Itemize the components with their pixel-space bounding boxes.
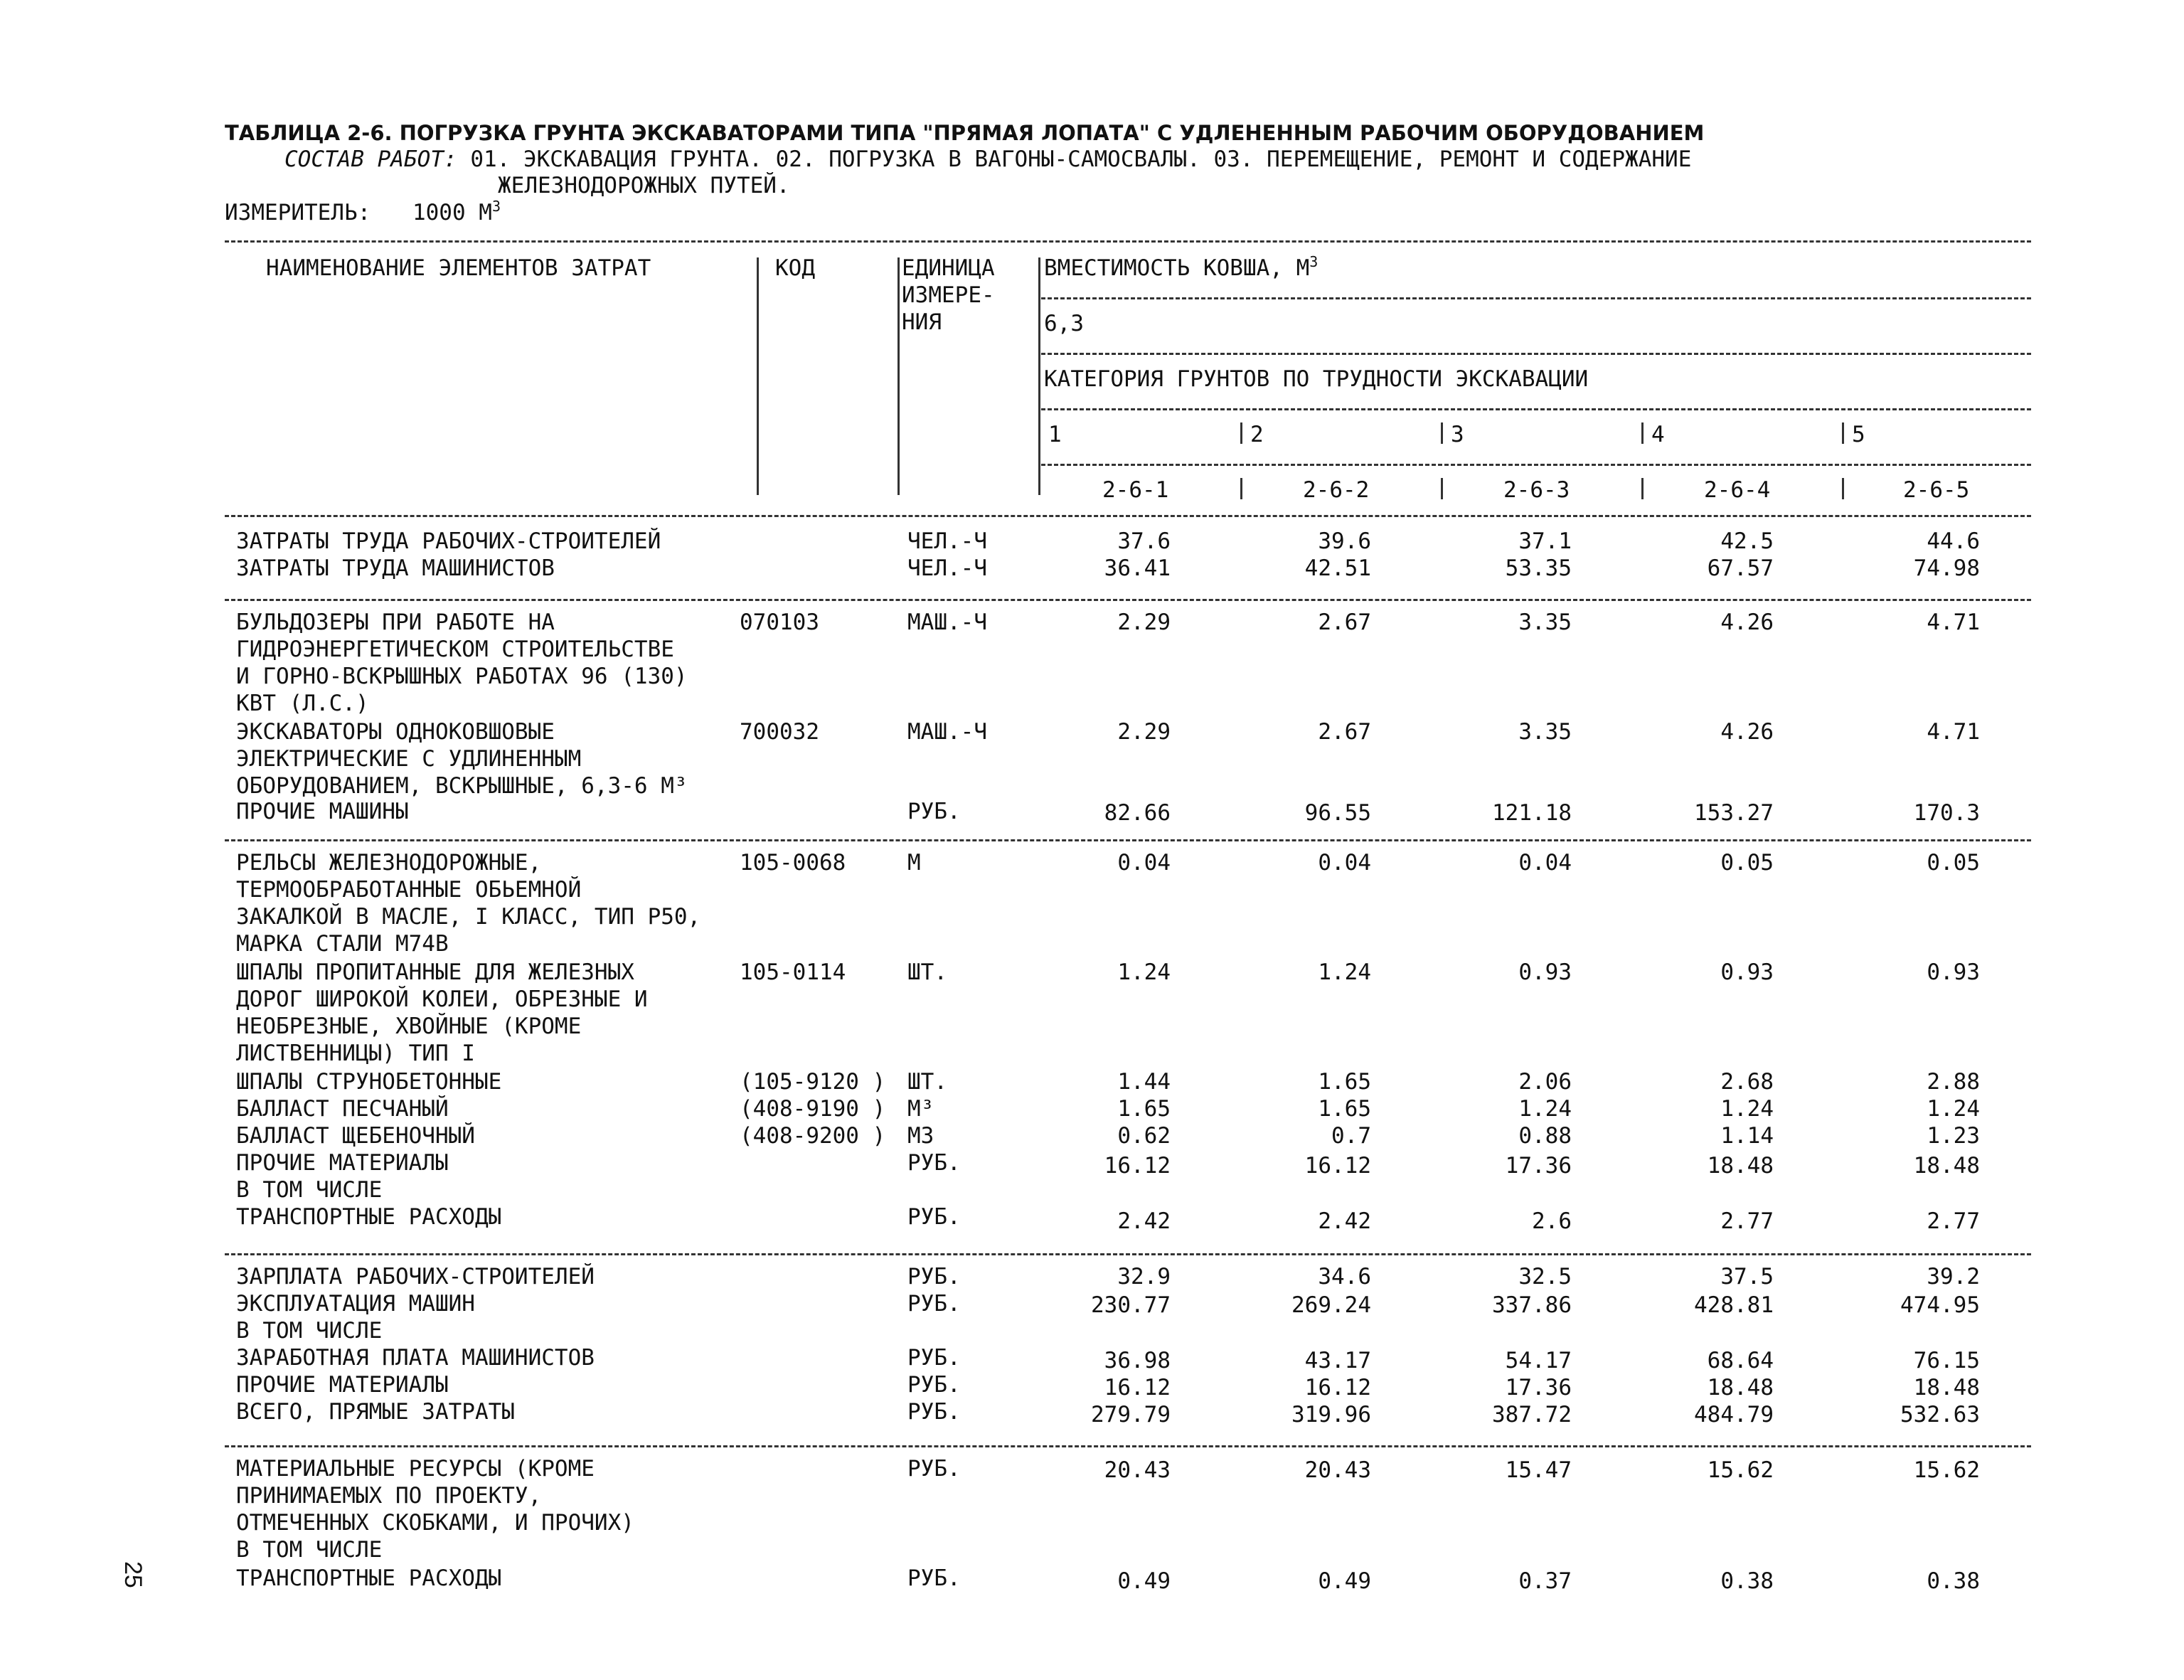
row-value-col-1: 16.12 xyxy=(1104,1375,1171,1400)
row-value-col-5: 0.38 xyxy=(1927,1568,1980,1594)
header-capacity-superscript: 3 xyxy=(1309,253,1319,270)
row-value-col-2: 16.12 xyxy=(1304,1153,1371,1179)
header-code-2-6-4: 2-6-4 xyxy=(1704,477,1771,503)
row-unit: ШТ. xyxy=(907,1069,947,1095)
row-value-col-1: 82.66 xyxy=(1104,800,1171,826)
row-value-col-1: 16.12 xyxy=(1104,1153,1171,1179)
header-rule-1 xyxy=(1041,297,2031,299)
row-value-col-3: 0.04 xyxy=(1518,850,1572,876)
header-category-4: 4 xyxy=(1651,422,1665,447)
row-value-col-5: 15.62 xyxy=(1913,1457,1980,1483)
row-value-col-3: 15.47 xyxy=(1505,1457,1572,1483)
row-value-col-2: 39.6 xyxy=(1318,528,1371,554)
row-code: (408-9200 ) xyxy=(740,1123,886,1149)
row-value-col-3: 2.6 xyxy=(1532,1208,1572,1234)
row-value-col-1: 37.6 xyxy=(1117,528,1171,554)
row-name: МАТЕРИАЛЬНЫЕ РЕСУРСЫ (КРОМЕ ПРИНИМАЕМЫХ ПО ПРОЕКТУ, ОТМЕЧЕННЫХ СКОБКАМИ, И ПРОЧИХ) В ТОМ ЧИСЛЕ xyxy=(236,1456,634,1563)
group-rule-4 xyxy=(225,1445,2031,1447)
row-code: 070103 xyxy=(740,610,819,635)
row-code: (408-9190 ) xyxy=(740,1096,886,1122)
row-value-col-2: 1.65 xyxy=(1318,1069,1371,1095)
row-name: ЗАРАБОТНАЯ ПЛАТА МАШИНИСТОВ xyxy=(236,1345,595,1371)
row-name: ЗАТРАТЫ ТРУДА МАШИНИСТОВ xyxy=(236,555,555,581)
header-rule-3 xyxy=(1041,408,2031,410)
row-value-col-3: 53.35 xyxy=(1505,555,1572,581)
row-name: ТРАНСПОРТНЫЕ РАСХОДЫ xyxy=(236,1204,502,1230)
header-rule-4 xyxy=(1041,464,2031,466)
header-category-5: 5 xyxy=(1852,422,1865,447)
table-title: ТАБЛИЦА 2-6. ПОГРУЗКА ГРУНТА ЭКСКАВАТОРАМИ ТИПА "ПРЯМАЯ ЛОПАТА" С УДЛЕНЕННЫМ РАБОЧИМ ОБОРУДОВАНИЕМ xyxy=(225,121,1705,145)
header-category-2: 2 xyxy=(1250,422,1264,447)
row-value-col-4: 2.77 xyxy=(1720,1208,1774,1234)
row-value-col-3: 387.72 xyxy=(1492,1402,1572,1428)
row-value-col-5: 18.48 xyxy=(1913,1153,1980,1179)
row-value-col-3: 0.93 xyxy=(1518,959,1572,985)
row-value-col-3: 3.35 xyxy=(1518,610,1572,635)
separator-code xyxy=(757,257,759,495)
row-value-col-5: 2.88 xyxy=(1927,1069,1980,1095)
row-unit: РУБ. xyxy=(907,799,961,824)
separator-cat-3 xyxy=(1441,422,1443,444)
row-name: ШПАЛЫ ПРОПИТАННЫЕ ДЛЯ ЖЕЛЕЗНЫХ ДОРОГ ШИРОКОЙ КОЛЕИ, ОБРЕЗНЫЕ И НЕОБРЕЗНЫЕ, ХВОЙНЫЕ (КРОМЕ ЛИСТВЕННИЦЫ) ТИП I xyxy=(236,959,648,1066)
row-name: БАЛЛАСТ ПЕСЧАНЫЙ xyxy=(236,1096,449,1122)
measure-value: 1000 М xyxy=(412,200,492,225)
row-value-col-2: 0.49 xyxy=(1318,1568,1371,1594)
row-value-col-2: 34.6 xyxy=(1318,1264,1371,1290)
row-value-col-4: 0.38 xyxy=(1720,1568,1774,1594)
row-name: БУЛЬДОЗЕРЫ ПРИ РАБОТЕ НА ГИДРОЭНЕРГЕТИЧЕСКОМ СТРОИТЕЛЬСТВЕ И ГОРНО-ВСКРЫШНЫХ РАБОТАХ 96 (130) КВТ (Л.С.) xyxy=(236,610,688,716)
row-value-col-4: 4.26 xyxy=(1720,610,1774,635)
header-name: НАИМЕНОВАНИЕ ЭЛЕМЕНТОВ ЗАТРАТ xyxy=(266,255,651,281)
separator-code-2 xyxy=(1240,478,1242,499)
row-value-col-3: 32.5 xyxy=(1518,1264,1572,1290)
row-unit: РУБ. xyxy=(907,1345,961,1371)
header-unit-3: НИЯ xyxy=(902,309,942,335)
row-value-col-3: 2.06 xyxy=(1518,1069,1572,1095)
header-top-rule xyxy=(225,240,2031,243)
separator-code-3 xyxy=(1441,478,1443,499)
row-value-col-2: 269.24 xyxy=(1291,1292,1371,1318)
header-capacity-value: 6,3 xyxy=(1044,311,1084,336)
row-name: БАЛЛАСТ ЩЕБЕНОЧНЫЙ xyxy=(236,1123,475,1149)
measure-line xyxy=(225,199,501,226)
row-unit: МАШ.-Ч xyxy=(907,719,987,745)
row-value-col-5: 44.6 xyxy=(1927,528,1980,554)
group-rule-2 xyxy=(225,839,2031,841)
row-unit: М3 xyxy=(907,1123,934,1149)
row-value-col-1: 0.62 xyxy=(1117,1123,1171,1149)
row-unit: РУБ. xyxy=(907,1565,961,1591)
row-value-col-4: 0.05 xyxy=(1720,850,1774,876)
row-value-col-5: 532.63 xyxy=(1900,1402,1980,1428)
row-value-col-2: 20.43 xyxy=(1304,1457,1371,1483)
row-value-col-2: 0.04 xyxy=(1318,850,1371,876)
row-value-col-5: 4.71 xyxy=(1927,719,1980,745)
row-value-col-2: 1.24 xyxy=(1318,959,1371,985)
row-value-col-1: 20.43 xyxy=(1104,1457,1171,1483)
row-unit: РУБ. xyxy=(907,1456,961,1482)
row-value-col-1: 2.42 xyxy=(1117,1208,1171,1234)
works-line xyxy=(284,146,1691,173)
group-rule-1 xyxy=(225,599,2031,601)
row-value-col-3: 0.88 xyxy=(1518,1123,1572,1149)
separator-capacity xyxy=(1038,257,1040,495)
row-value-col-1: 230.77 xyxy=(1091,1292,1171,1318)
works-line-2: ЖЕЛЕЗНОДОРОЖНЫХ ПУТЕЙ. xyxy=(498,173,790,198)
row-value-col-5: 39.2 xyxy=(1927,1264,1980,1290)
row-value-col-2: 42.51 xyxy=(1304,555,1371,581)
row-value-col-1: 1.44 xyxy=(1117,1069,1171,1095)
row-value-col-3: 17.36 xyxy=(1505,1375,1572,1400)
row-value-col-4: 4.26 xyxy=(1720,719,1774,745)
separator-code-5 xyxy=(1842,478,1844,499)
row-value-col-4: 1.14 xyxy=(1720,1123,1774,1149)
header-unit-2: ИЗМЕРЕ- xyxy=(902,282,995,308)
row-unit: РУБ. xyxy=(907,1399,961,1425)
row-value-col-5: 0.05 xyxy=(1927,850,1980,876)
row-code: 105-0114 xyxy=(740,959,846,985)
row-name: ЗАРПЛАТА РАБОЧИХ-СТРОИТЕЛЕЙ xyxy=(236,1264,595,1290)
row-value-col-4: 67.57 xyxy=(1707,555,1774,581)
row-value-col-2: 2.67 xyxy=(1318,719,1371,745)
row-name: ЭКСПЛУАТАЦИЯ МАШИН В ТОМ ЧИСЛЕ xyxy=(236,1291,475,1344)
row-unit: ЧЕЛ.-Ч xyxy=(907,528,987,554)
row-value-col-5: 4.71 xyxy=(1927,610,1980,635)
page-number: 25 xyxy=(119,1561,147,1588)
header-code-2-6-3: 2-6-3 xyxy=(1503,477,1570,503)
row-unit: М³ xyxy=(907,1096,934,1122)
row-unit: МАШ.-Ч xyxy=(907,610,987,635)
row-value-col-4: 0.93 xyxy=(1720,959,1774,985)
row-unit: РУБ. xyxy=(907,1204,961,1230)
row-unit: ШТ. xyxy=(907,959,947,985)
row-value-col-4: 18.48 xyxy=(1707,1153,1774,1179)
header-category-1: 1 xyxy=(1048,422,1062,447)
row-value-col-3: 0.37 xyxy=(1518,1568,1572,1594)
separator-cat-2 xyxy=(1240,422,1242,444)
header-category-3: 3 xyxy=(1451,422,1464,447)
row-value-col-2: 96.55 xyxy=(1304,800,1371,826)
row-value-col-4: 18.48 xyxy=(1707,1375,1774,1400)
row-value-col-1: 1.65 xyxy=(1117,1096,1171,1122)
row-unit: М xyxy=(907,850,921,876)
row-value-col-5: 474.95 xyxy=(1900,1292,1980,1318)
header-code-2-6-1: 2-6-1 xyxy=(1102,477,1169,503)
row-unit: РУБ. xyxy=(907,1291,961,1317)
row-unit: РУБ. xyxy=(907,1150,961,1176)
header-unit-1: ЕДИНИЦА xyxy=(902,255,995,281)
row-value-col-3: 3.35 xyxy=(1518,719,1572,745)
works-text: 01. ЭКСКАВАЦИЯ ГРУНТА. 02. ПОГРУЗКА В ВАГОНЫ-САМОСВАЛЫ. 03. ПЕРЕМЕЩЕНИЕ, РЕМОНТ И СОДЕРЖАНИЕ xyxy=(470,147,1692,172)
row-unit: ЧЕЛ.-Ч xyxy=(907,555,987,581)
row-name: ПРОЧИЕ МАТЕРИАЛЫ xyxy=(236,1372,449,1398)
row-name: ТРАНСПОРТНЫЕ РАСХОДЫ xyxy=(236,1565,502,1591)
row-value-col-4: 2.68 xyxy=(1720,1069,1774,1095)
row-value-col-2: 0.7 xyxy=(1331,1123,1371,1149)
row-value-col-4: 42.5 xyxy=(1720,528,1774,554)
row-value-col-1: 2.29 xyxy=(1117,610,1171,635)
row-value-col-1: 0.49 xyxy=(1117,1568,1171,1594)
measure-superscript: 3 xyxy=(491,198,501,215)
row-value-col-1: 32.9 xyxy=(1117,1264,1171,1290)
row-name: ЭКСКАВАТОРЫ ОДНОКОВШОВЫЕ ЭЛЕКТРИЧЕСКИЕ С УДЛИНЕННЫМ ОБОРУДОВАНИЕМ, ВСКРЫШНЫЕ, 6,3-6 М³ xyxy=(236,719,688,799)
row-value-col-4: 1.24 xyxy=(1720,1096,1774,1122)
row-value-col-2: 319.96 xyxy=(1291,1402,1371,1428)
header-capacity-label: ВМЕСТИМОСТЬ КОВША, М xyxy=(1044,255,1310,281)
separator-code-4 xyxy=(1641,478,1644,499)
row-name: РЕЛЬСЫ ЖЕЛЕЗНОДОРОЖНЫЕ, ТЕРМООБРАБОТАННЫЕ ОБЬЕМНОЙ ЗАКАЛКОЙ В МАСЛЕ, I КЛАСС, ТИП Р50, МАРКА СТАЛИ М74В xyxy=(236,850,701,957)
row-value-col-5: 18.48 xyxy=(1913,1375,1980,1400)
row-value-col-2: 16.12 xyxy=(1304,1375,1371,1400)
group-rule-3 xyxy=(225,1253,2031,1255)
row-name: ПРОЧИЕ МАТЕРИАЛЫ В ТОМ ЧИСЛЕ xyxy=(236,1150,449,1203)
row-value-col-5: 170.3 xyxy=(1913,800,1980,826)
row-value-col-4: 37.5 xyxy=(1720,1264,1774,1290)
header-bottom-rule xyxy=(225,515,2031,517)
row-value-col-3: 121.18 xyxy=(1492,800,1572,826)
header-code-2-6-2: 2-6-2 xyxy=(1303,477,1370,503)
row-value-col-2: 43.17 xyxy=(1304,1348,1371,1373)
header-category: КАТЕГОРИЯ ГРУНТОВ ПО ТРУДНОСТИ ЭКСКАВАЦИИ xyxy=(1044,366,1589,392)
row-value-col-3: 54.17 xyxy=(1505,1348,1572,1373)
header-capacity xyxy=(1044,255,1318,282)
separator-cat-4 xyxy=(1641,422,1644,444)
row-value-col-1: 279.79 xyxy=(1091,1402,1171,1428)
row-name: ЗАТРАТЫ ТРУДА РАБОЧИХ-СТРОИТЕЛЕЙ xyxy=(236,528,661,554)
row-value-col-1: 0.04 xyxy=(1117,850,1171,876)
row-value-col-5: 2.77 xyxy=(1927,1208,1980,1234)
row-value-col-3: 17.36 xyxy=(1505,1153,1572,1179)
works-label: СОСТАВ РАБОТ: xyxy=(284,147,457,172)
row-value-col-1: 36.41 xyxy=(1104,555,1171,581)
header-rule-2 xyxy=(1041,353,2031,355)
row-unit: РУБ. xyxy=(907,1264,961,1290)
row-value-col-5: 0.93 xyxy=(1927,959,1980,985)
row-value-col-2: 1.65 xyxy=(1318,1096,1371,1122)
row-value-col-1: 2.29 xyxy=(1117,719,1171,745)
row-value-col-1: 36.98 xyxy=(1104,1348,1171,1373)
measure-label: ИЗМЕРИТЕЛЬ: xyxy=(225,200,371,225)
row-value-col-2: 2.42 xyxy=(1318,1208,1371,1234)
row-unit: РУБ. xyxy=(907,1372,961,1398)
header-code: КОД xyxy=(775,255,815,281)
row-name: ВСЕГО, ПРЯМЫЕ ЗАТРАТЫ xyxy=(236,1399,515,1425)
row-value-col-4: 15.62 xyxy=(1707,1457,1774,1483)
row-value-col-5: 1.24 xyxy=(1927,1096,1980,1122)
row-value-col-4: 484.79 xyxy=(1694,1402,1774,1428)
row-value-col-3: 337.86 xyxy=(1492,1292,1572,1318)
row-value-col-5: 74.98 xyxy=(1913,555,1980,581)
row-code: 700032 xyxy=(740,719,819,745)
row-value-col-4: 428.81 xyxy=(1694,1292,1774,1318)
row-value-col-4: 153.27 xyxy=(1694,800,1774,826)
separator-cat-5 xyxy=(1842,422,1844,444)
separator-unit xyxy=(897,257,900,495)
row-name: ШПАЛЫ СТРУНОБЕТОННЫЕ xyxy=(236,1069,502,1095)
row-value-col-5: 1.23 xyxy=(1927,1123,1980,1149)
row-code: (105-9120 ) xyxy=(740,1069,886,1095)
row-name: ПРОЧИЕ МАШИНЫ xyxy=(236,799,409,824)
header-code-2-6-5: 2-6-5 xyxy=(1903,477,1970,503)
row-code: 105-0068 xyxy=(740,850,846,876)
row-value-col-1: 1.24 xyxy=(1117,959,1171,985)
row-value-col-3: 1.24 xyxy=(1518,1096,1572,1122)
row-value-col-4: 68.64 xyxy=(1707,1348,1774,1373)
row-value-col-5: 76.15 xyxy=(1913,1348,1980,1373)
row-value-col-3: 37.1 xyxy=(1518,528,1572,554)
row-value-col-2: 2.67 xyxy=(1318,610,1371,635)
